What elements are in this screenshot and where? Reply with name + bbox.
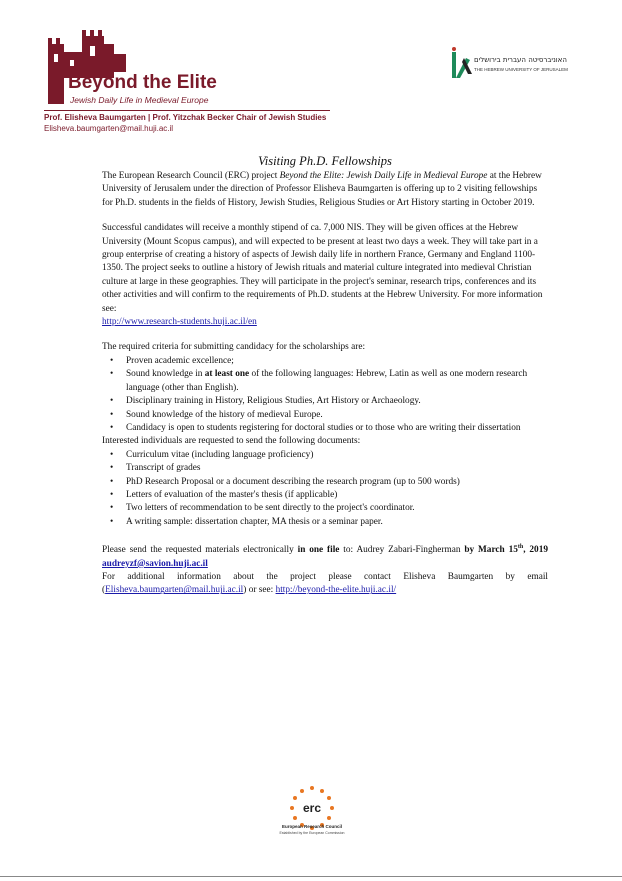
list-item: • Sound knowledge in at least one of the following languages: Hebrew, Latin as well as one modern research language (other than English).	[102, 368, 548, 395]
list-item: • PhD Research Proposal or a document describing the research program (up to 500 words)	[102, 476, 548, 489]
list-item: • Candidacy is open to students registering for doctoral studies or to those who are writing their dissertation	[102, 422, 548, 435]
contact-email-link[interactable]: Elisheva.baumgarten@mail.huji.ac.il	[105, 585, 244, 596]
header-divider	[44, 110, 330, 111]
documents-heading: Interested individuals are requested to send the following documents:	[102, 436, 361, 447]
list-item: • Proven academic excellence;	[102, 355, 548, 368]
page-title: Visiting Ph.D. Fellowships	[258, 154, 392, 168]
huji-name-hebrew: האוניברסיטה העברית בירושלים	[474, 56, 567, 64]
project-name: Beyond the Elite: Jewish Daily Life in Medieval Europe	[279, 171, 488, 181]
project-website-link[interactable]: http://beyond-the-elite.huji.ac.il/	[275, 585, 397, 596]
details-paragraph: Successful candidates will receive a monthly stipend of ca. 7,000 NIS. They will be given offices at the Hebrew University (Mount Scopus campus), and will expected to be present at least two days a week. They will take part in a group enterprise of creating a history of aspects of Jewish daily life in northern France, Germany and England 1100-1350. The project seeks to outline a history of Jewish rituals and material culture integrated into medieval Christian culture at large in these geographies. They will participate in the project's seminar, research trips, conferences and its other activities and will confirm to the requirements of Ph.D. students at the Hebrew University. For more information see: http://www.research-students.huji.ac.il/en	[102, 223, 543, 328]
intro-paragraph: The European Research Council (ERC) project Beyond the Elite: Jewish Daily Life in Medieval Europe at the Hebrew University of Jerusalem under the direction of Professor Elisheva Baumgarten is offering up to 2 visiting fellowships for Ph.D. students in the fields of History, Jewish Studies, Religious Studies or Art History starting in October 2019.	[102, 171, 542, 208]
contact-paragraph: For additional information about the project please contact Elisheva Baumgarten by email (Elisheva.baumgarten@mail.huji.ac.il) or see: http://beyond-the-elite.huji.ac.il/	[102, 572, 548, 596]
list-item: • Two letters of recommendation to be sent directly to the project's coordinator.	[102, 502, 548, 515]
list-item: • Sound knowledge of the history of medieval Europe.	[102, 409, 548, 422]
list-item: • Disciplinary training in History, Religious Studies, Art History or Archaeology.	[102, 395, 548, 408]
logo-subtitle: Jewish Daily Life in Medieval Europe	[70, 95, 209, 105]
research-students-link[interactable]: http://www.research-students.huji.ac.il/en	[102, 317, 257, 328]
documents-list	[102, 449, 548, 529]
huji-logo	[446, 44, 586, 84]
list-item: • A writing sample: dissertation chapter, MA thesis or a seminar paper.	[102, 516, 548, 529]
criteria-heading: The required criteria for submitting candidacy for the scholarships are:	[102, 342, 366, 353]
huji-emblem-icon	[452, 47, 472, 78]
submission-paragraph: Please send the requested materials electronically in one file to: Audrey Zabari-Fingherman by March 15th, 2019 audreyzf@savion.huji.ac.il	[102, 544, 548, 569]
huji-name-english: THE HEBREW UNIVERSITY OF JERUSALEM	[474, 67, 568, 72]
criteria-list	[102, 355, 548, 435]
erc-subtitle: Established by the European Commission	[279, 831, 345, 835]
document-body	[102, 154, 548, 598]
list-item: • Transcript of grades	[102, 462, 548, 475]
list-item: • Curriculum vitae (including language proficiency)	[102, 449, 548, 462]
logo-title: Beyond the Elite	[68, 72, 217, 93]
header-email[interactable]: Elisheva.baumgarten@mail.huji.ac.il	[44, 124, 174, 133]
erc-wordmark: erc	[302, 801, 322, 815]
page-bottom-rule	[0, 876, 622, 877]
castle-tower-left	[48, 44, 64, 104]
chair-line: Prof. Elisheva Baumgarten | Prof. Yitzchak Becker Chair of Jewish Studies	[44, 113, 327, 122]
erc-name: European Research Council	[281, 824, 343, 829]
list-item: • Letters of evaluation of the master's thesis (if applicable)	[102, 489, 548, 502]
submission-email-link[interactable]: audreyzf@savion.huji.ac.il	[102, 558, 208, 569]
